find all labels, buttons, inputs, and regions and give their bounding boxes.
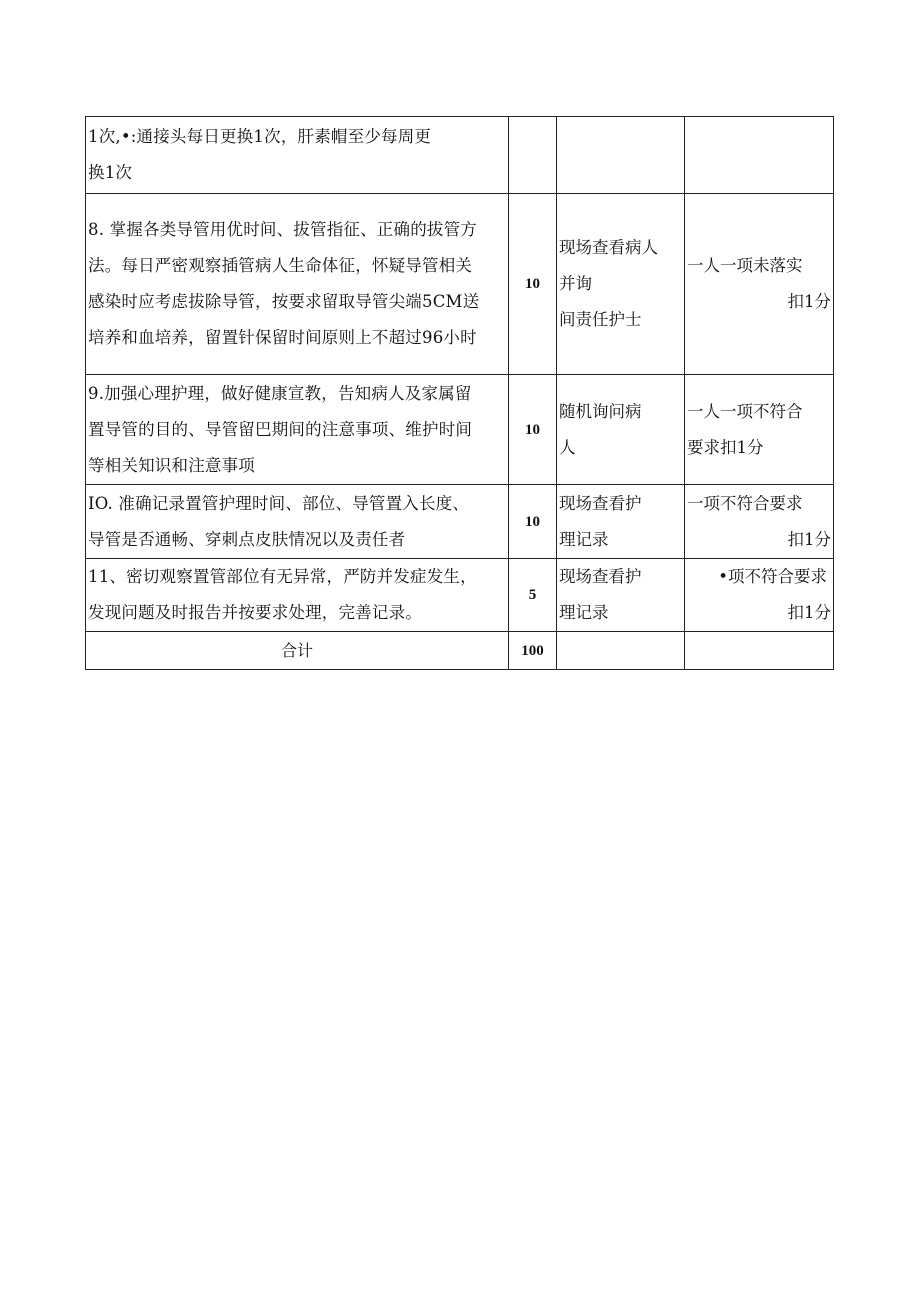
check-method: [557, 559, 685, 632]
table-row: [86, 485, 834, 559]
method-line: 现场查看护: [559, 493, 642, 513]
method-line: 现场查看病人: [559, 238, 658, 257]
method-line: 间责任护士: [559, 310, 642, 329]
deduct-line: 扣1分: [787, 529, 831, 549]
item-content: [86, 485, 509, 559]
content-line: 培养和血培养，留置针保留时间原则上不超过96小时: [88, 328, 477, 347]
method-line: 理记录: [559, 603, 609, 622]
empty-cell: [685, 632, 834, 670]
item-score: 5: [509, 559, 557, 632]
total-row: [86, 632, 834, 670]
item-score: 10: [509, 194, 557, 375]
deduction-rule: [685, 194, 834, 375]
deduct-line: 要求扣1分: [687, 437, 764, 457]
deduct-line: 一项不符合要求: [687, 493, 803, 513]
deduct-line: •项不符合要求: [718, 567, 827, 586]
content-line: IO. 准确记录置管护理时间、部位、导管置入长度、: [88, 493, 470, 513]
method-line: 随机询问病: [559, 401, 642, 421]
content-line: 导管是否通畅、穿刺点皮肤情况以及责任者: [88, 529, 406, 549]
content-line: 换1次: [88, 163, 133, 182]
table-row: [86, 117, 834, 194]
method-line: 理记录: [559, 529, 609, 549]
content-line: 置导管的目的、导管留巴期间的注意事项、维护时间: [88, 419, 473, 439]
deduct-line: 扣1分: [787, 292, 831, 311]
deduct-line: 一人一项不符合: [687, 401, 803, 421]
content-line: 8. 掌握各类导管用优时间、拔管指征、正确的拔管方: [88, 220, 477, 239]
deduction-rule: [685, 485, 834, 559]
item-score: [509, 117, 557, 194]
check-method: [557, 375, 685, 485]
method-line: 并询: [559, 274, 592, 293]
table-row: [86, 559, 834, 632]
method-line: 人: [559, 437, 576, 457]
content-line: 发现问题及时报告并按要求处理，完善记录。: [88, 603, 422, 622]
total-label: 合计: [86, 632, 509, 670]
deduction-rule: [685, 375, 834, 485]
method-line: 现场查看护: [559, 567, 642, 586]
deduction-rule: [685, 559, 834, 632]
item-content: [86, 375, 509, 485]
item-score: 10: [509, 485, 557, 559]
total-score: 100: [509, 632, 557, 670]
check-method: [557, 117, 685, 194]
content-line: 感染时应考虑拔除导管，按要求留取导管尖端5CM送: [88, 292, 480, 311]
content-line: 等相关知识和注意事项: [88, 455, 255, 475]
deduct-line: 一人一项未落实: [687, 256, 803, 275]
content-line: 9.加强心理护理，做好健康宣教，告知病人及家属留: [88, 383, 472, 403]
item-score: 10: [509, 375, 557, 485]
check-method: [557, 485, 685, 559]
deduct-line: 扣1分: [787, 603, 831, 622]
check-method: [557, 194, 685, 375]
table-row: [86, 375, 834, 485]
content-line: 法。每日严密观察插管病人生命体征，怀疑导管相关: [88, 256, 473, 275]
deduction-rule: [685, 117, 834, 194]
content-line: 11、密切观察置管部位有无异常，严防并发症发生，: [88, 567, 477, 586]
empty-cell: [557, 632, 685, 670]
item-content: [86, 194, 509, 375]
item-content: [86, 117, 509, 194]
item-content: [86, 559, 509, 632]
table-row: [86, 194, 834, 375]
scoring-table: [85, 116, 834, 670]
content-line: 1次,•:通接头每日更换1次，肝素帽至少每周更: [88, 127, 432, 146]
